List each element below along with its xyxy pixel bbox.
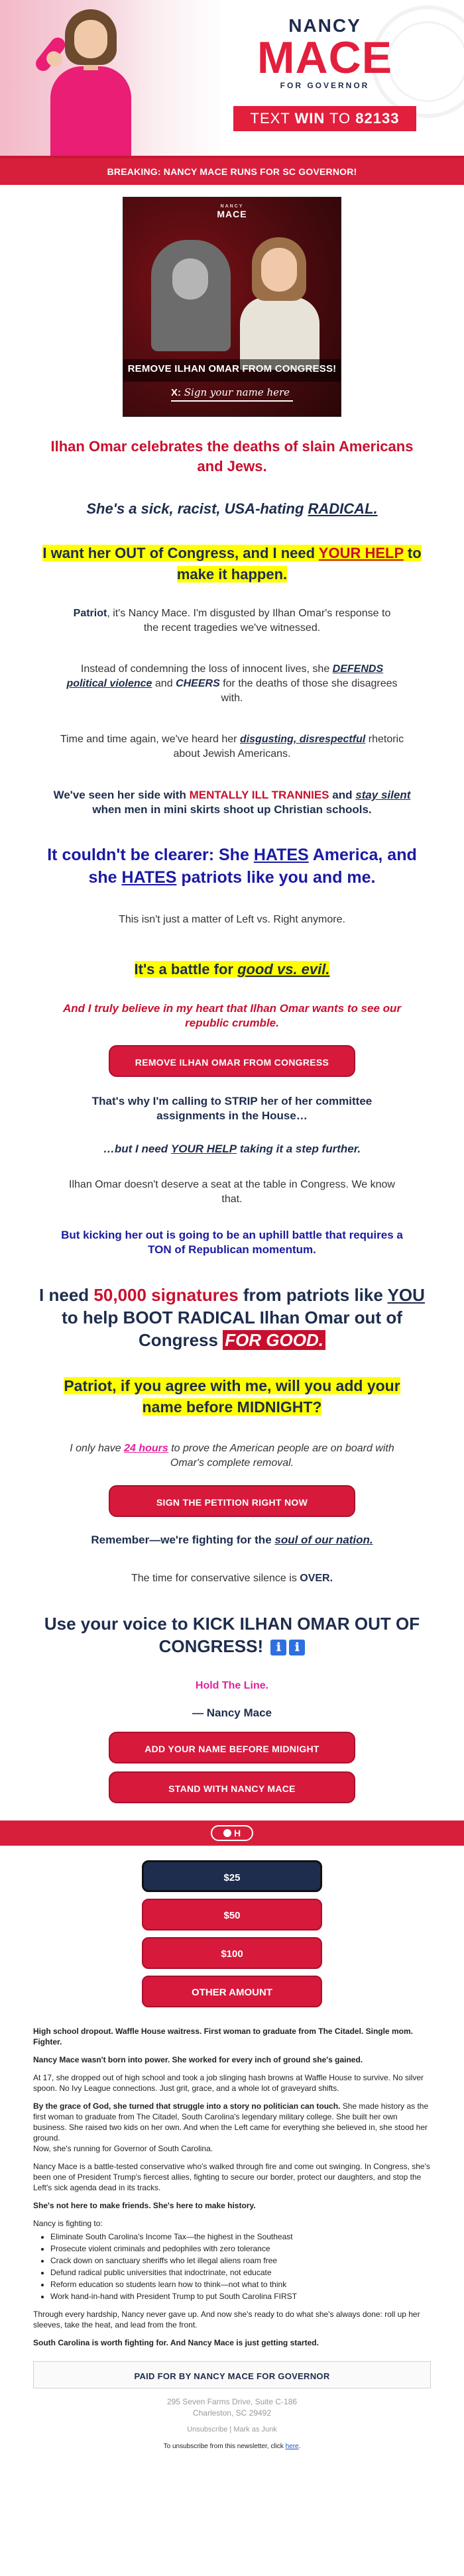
remove-omar-button[interactable]: REMOVE ILHAN OMAR FROM CONGRESS bbox=[109, 1045, 355, 1077]
paragraph-intro: Patriot, it's Nancy Mace. I'm disgusted by Ilhan Omar's response to the recent tragedies we've witnessed. bbox=[73, 608, 391, 634]
list-item: • Eliminate South Carolina's Income Tax—the highest in the Southeast bbox=[50, 2231, 431, 2242]
campaign-logo bbox=[225, 16, 424, 90]
poster-photo-right bbox=[236, 233, 322, 359]
text-number: 82133 bbox=[355, 110, 400, 127]
bio-paragraph: Nancy Mace wasn't born into power. She worked for every inch of ground she's gained. bbox=[33, 2055, 363, 2064]
bio-paragraph: Through every hardship, Nancy never gave up. And now she's ready to do what she's always done: roll up her sleeves, take the heat, and lead from the front. bbox=[33, 2310, 420, 2329]
text-keyword: WIN bbox=[294, 110, 325, 127]
text-prefix: TEXT bbox=[250, 110, 290, 127]
newsletter-unsubscribe: To unsubscribe from this newsletter, click here. bbox=[163, 2443, 301, 2450]
unsubscribe-link[interactable]: here bbox=[285, 2443, 299, 2450]
signoff: — Nancy Mace bbox=[192, 1707, 272, 1719]
paragraph-rhetoric: Time and time again, we've heard her disgusting, disrespectful rhetoric about Jewish Americans. bbox=[60, 734, 404, 759]
divider-band bbox=[0, 1820, 464, 1846]
headline-battle: It's a battle for good vs. evil. bbox=[134, 961, 330, 978]
text-to-join-banner[interactable] bbox=[233, 106, 416, 131]
bio-paragraph: She's not here to make friends. She's here to make history. bbox=[33, 2201, 256, 2210]
list-item: • Reform education so students learn how to think—not what to think bbox=[50, 2279, 431, 2290]
stand-with-button[interactable]: STAND WITH NANCY MACE bbox=[109, 1771, 355, 1803]
info-emoji-icon: ℹ bbox=[289, 1640, 305, 1655]
bio-paragraph: Nancy Mace is a battle-tested conservative who's walked through fire and come out swinging. In Congress, she's been one of President Trump's fiercest allies, fighting to secure our border, protect our daughters, and stop the Left's sick agenda dead in its tracks. bbox=[33, 2162, 430, 2192]
paragraph-seat: Ilhan Omar doesn't deserve a seat at the table in Congress. We know that. bbox=[69, 1179, 395, 1205]
donate-amount-100-button[interactable]: $100 bbox=[142, 1937, 322, 1969]
bio-priorities-list bbox=[50, 2231, 431, 2302]
poster-headline: REMOVE ILHAN OMAR FROM CONGRESS! bbox=[127, 363, 337, 374]
paragraph-condemning: Instead of condemning the loss of innocent lives, she DEFENDS political violence and CHEERS for the deaths of those she disagrees with. bbox=[66, 663, 398, 704]
bio-paragraph: By the grace of God, she turned that struggle into a story no politician can touch. She made history as the first woman to graduate from The Citadel, South Carolina's legendary military college. She built her own business. She raised two kids on her own. And when the Left came for everything she believed in, she stood her ground. Now, she's running for Governor of South Carolina. bbox=[33, 2101, 429, 2153]
donate-amount-25-button[interactable]: $25 bbox=[142, 1860, 322, 1892]
paragraph-side: We've seen her side with MENTALLY ILL TRANNIES and stay silent when men in mini skirts shoot up Christian schools. bbox=[53, 789, 411, 816]
bio-closing: South Carolina is worth fighting for. And Nancy Mace is just getting started. bbox=[33, 2338, 319, 2347]
pill-dot-icon bbox=[223, 1829, 231, 1837]
paragraph-step-further: …but I need YOUR HELP taking it a step further. bbox=[103, 1143, 361, 1155]
headline-midnight: Patriot, if you agree with me, will you add your name before MIDNIGHT? bbox=[64, 1377, 400, 1416]
bio-paragraph: Nancy is fighting to: bbox=[33, 2219, 103, 2228]
paragraph-soul: Remember—we're fighting for the soul of our nation. bbox=[91, 1534, 373, 1546]
poster-logo: NANCY MACE bbox=[217, 204, 247, 219]
add-name-button[interactable]: ADD YOUR NAME BEFORE MIDNIGHT bbox=[109, 1732, 355, 1764]
candidate-bio bbox=[33, 2026, 431, 2348]
headline-2: She's a sick, racist, USA-hating RADICAL. bbox=[86, 500, 378, 517]
text-to: TO bbox=[329, 110, 351, 127]
candidate-photo bbox=[24, 0, 156, 156]
paragraph-republic: And I truly believe in my heart that Ilhan Omar wants to see our republic crumble. bbox=[62, 1002, 402, 1029]
poster-signature-line: X: Sign your name here bbox=[171, 383, 293, 402]
donate-other-amount-button[interactable]: OTHER AMOUNT bbox=[142, 1976, 322, 2007]
headline-hates: It couldn't be clearer: She HATES America, and she HATES patriots like you and me. bbox=[47, 846, 417, 887]
mailing-address: 295 Seven Farms Drive, Suite C-186 Charleston, SC 29492 bbox=[166, 2397, 298, 2418]
toggle-pill: H bbox=[211, 1825, 253, 1841]
headline-signatures: I need 50,000 signatures from patriots like YOU to help BOOT RADICAL Ilhan Omar out of Congress FOR GOOD. bbox=[39, 1285, 425, 1350]
petition-poster-image[interactable] bbox=[123, 197, 341, 417]
breaking-news-bar: BREAKING: NANCY MACE RUNS FOR SC GOVERNOR! bbox=[0, 156, 464, 185]
paid-for-by: PAID FOR BY NANCY MACE FOR GOVERNOR bbox=[134, 2371, 330, 2381]
bio-paragraph: At 17, she dropped out of high school and took a job slinging hash browns at Waffle House to survive. No silver spoon. No Ivy League connections. Just grit, grace, and a whole lot of graveyard shifts. bbox=[33, 2073, 424, 2093]
paragraph-24-hours: I only have 24 hours to prove the American people are on board with Omar's complete removal. bbox=[70, 1443, 394, 1469]
list-item: • Crack down on sanctuary sheriffs who let illegal aliens roam free bbox=[50, 2255, 431, 2266]
paragraph-left-right: This isn't just a matter of Left vs. Right anymore. bbox=[119, 914, 345, 925]
unsubscribe-links[interactable]: Unsubscribe | Mark as Junk bbox=[187, 2426, 277, 2434]
logo-subtitle: FOR GOVERNOR bbox=[280, 81, 370, 90]
paragraph-silence: The time for conservative silence is OVER. bbox=[131, 1573, 333, 1584]
logo-first-name: NANCY bbox=[288, 15, 361, 36]
list-item: • Prosecute violent criminals and pedophiles with zero tolerance bbox=[50, 2243, 431, 2254]
info-emoji-icon: ℹ bbox=[270, 1640, 286, 1655]
headline-1: Ilhan Omar celebrates the deaths of slain Americans and Jews. bbox=[50, 438, 414, 475]
header-banner bbox=[0, 0, 464, 156]
poster-photo-left bbox=[151, 240, 231, 351]
list-item: • Work hand-in-hand with President Trump to put South Carolina FIRST bbox=[50, 2291, 431, 2302]
sign-petition-button[interactable]: SIGN THE PETITION RIGHT NOW bbox=[109, 1485, 355, 1517]
logo-last-name: MACE bbox=[257, 32, 393, 83]
headline-kick-out: Use your voice to KICK ILHAN OMAR OUT OF CONGRESS! ℹ ℹ bbox=[44, 1614, 420, 1656]
bio-tagline: High school dropout. Waffle House waitress. First woman to graduate from The Citadel. Single mom. Fighter. bbox=[33, 2027, 413, 2046]
paragraph-strip: That's why I'm calling to STRIP her of her committee assignments in the House… bbox=[91, 1095, 373, 1122]
donate-amount-50-button[interactable]: $50 bbox=[142, 1899, 322, 1931]
hold-the-line: Hold The Line. bbox=[195, 1680, 269, 1691]
footer-disclaimer bbox=[33, 2361, 431, 2388]
headline-3-highlight: I want her OUT of Congress, and I need YOUR HELP to make it happen. bbox=[42, 545, 422, 583]
list-item: • Defund radical public universities that indoctrinate, not educate bbox=[50, 2267, 431, 2278]
paragraph-momentum: But kicking her out is going to be an uphill battle that requires a TON of Republican momentum. bbox=[61, 1229, 403, 1256]
